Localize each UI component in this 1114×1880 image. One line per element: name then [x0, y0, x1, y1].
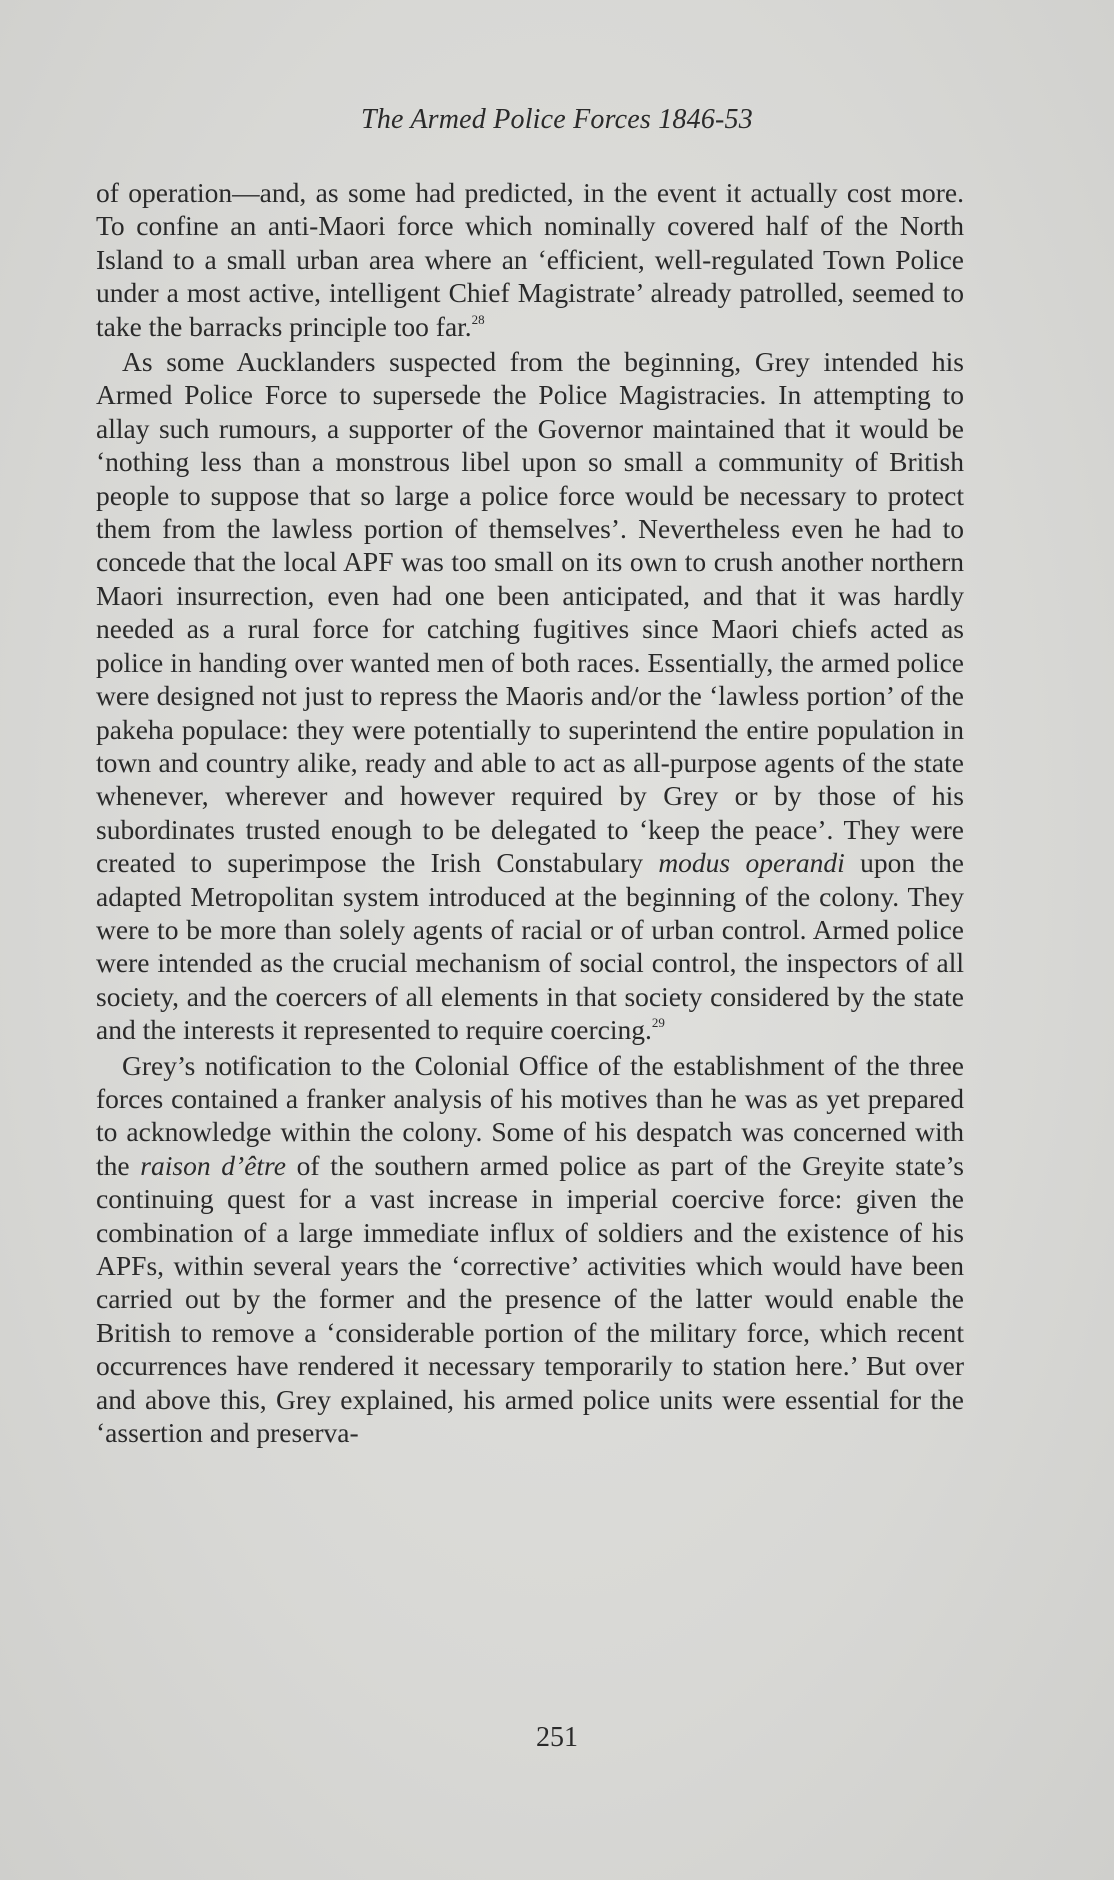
text-run: As some Aucklanders suspected from the beginning, Grey intended his Armed Police Force to supersede the Police Magistracies. In attempting to allay such rumours, a supporter of the Governor maintained that it would be ‘nothing less than a monstrous libel upon so small a community of British people to suppose that so large a police force would be necessary to protect them from the lawless portion of themselves’. Nevertheless even he had to concede that the local APF was too small on its own to crush another northern Maori insurrection, even had one been anticipated, and that it was hardly needed as a rural force for catching fugitives since Maori chiefs acted as police in handing over wanted men of both races. Essentially, the armed police were designed not just to repress the Maoris and/or the ‘lawless portion’ of the pakeha populace: they were potentially to superintend the entire population in town and country alike, ready and able to act as all-purpose agents of the state whenever, wherever and however required by Grey or by those of his subordinates trusted enough to be delegated to ‘keep the peace’. They were created to superimpose the Irish Constabulary: [96, 346, 964, 879]
footnote-marker: 29: [651, 1015, 665, 1031]
paragraph: [96, 1049, 964, 1450]
footnote-marker: 28: [471, 311, 485, 327]
text-run: upon the adapted Metropolitan system introduced at the beginning of the colony. They were to be more than solely agents of racial or of urban control. Armed police were intended as the crucial mechanism of social control, the inspectors of all society, and the coercers of all elements in that society considered by the state and the interests it represented to require coercing.: [96, 847, 964, 1046]
text-run: of the southern armed police as part of the Greyite state’s continuing quest for a vast increase in imperial coercive force: given the combination of a large immediate influx of soldiers and the existence of his APFs, within several years the ‘corrective’ activities which would have been carried out by the former and the presence of the latter would enable the British to remove a ‘considerable portion of the military force, which recent occurrences have rendered it necessary temporarily to station here.’ But over and above this, Grey explained, his armed police units were essential for the ‘assertion and preserva-: [96, 1149, 965, 1449]
body-text: [96, 176, 964, 1451]
page-number: 251: [536, 1722, 578, 1753]
text-run: Grey’s notification to the Colonial Office of the establishment of the three forces contained a franker analysis of his motives than he was as yet prepared to acknowledge within the colony. Some of his despatch was concerned with the: [96, 1049, 964, 1181]
text-run: of operation—and, as some had predicted, in the event it actually cost more. To confine an anti-Maori force which nominally covered half of the North Island to a small urban area where an ‘efficient, well-regulated Town Police under a most active, intelligent Chief Magistrate’ already patrolled, seemed to take the barracks principle too far.: [96, 177, 964, 342]
italic-phrase: raison d’être: [140, 1149, 286, 1181]
paragraph: [96, 176, 964, 343]
running-head: The Armed Police Forces 1846-53: [361, 104, 753, 135]
italic-phrase: modus operandi: [658, 847, 845, 879]
paragraph: [96, 345, 964, 1047]
